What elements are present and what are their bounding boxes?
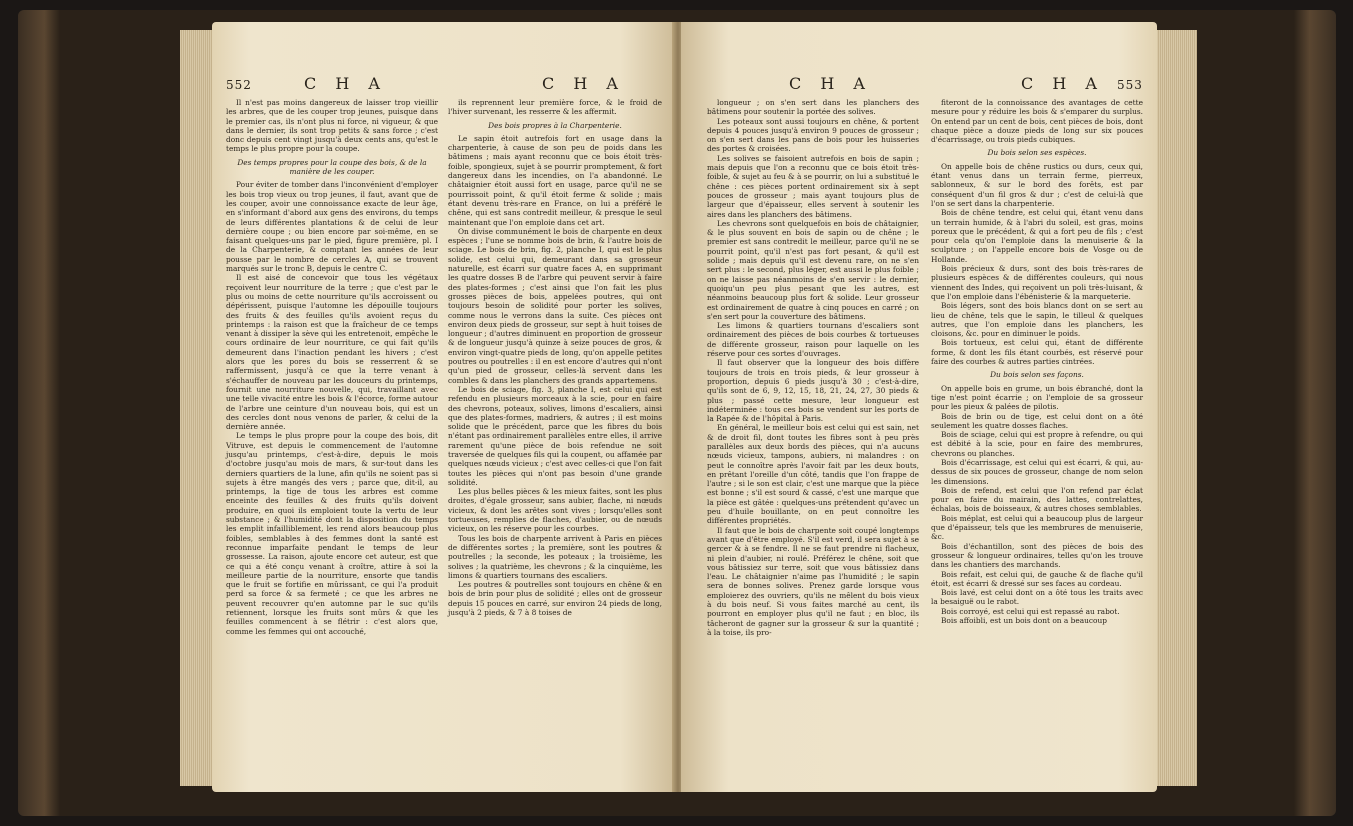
paragraph: ils reprennent leur première force, & le froid de l'hiver survenant, les resserre & les affermit. <box>448 98 662 117</box>
left-page-column-1 <box>226 98 438 636</box>
paragraph: Le bois de sciage, fig. 3, planche I, est celui qui est refendu en plusieurs morceaux à la scie, pour en faire des chevrons, poteaux, solives, limons d'escaliers, ainsi que des plates-formes, madriers, & autres ; il est moins solide que le précédent, parce que les fibres du bois n'étant pas ordinairement parallèles entre elles, il arrive rarement qu'une pièce de bois refendue ne soit traversée de quelques fils qui la coupent, ou affamée par quelques nœuds vicieux ; c'est avec celles-ci que l'on fait toutes les pièces qui n'ont pas besoin d'une grande solidité. <box>448 384 662 487</box>
paragraph: Les chevrons sont quelquefois en bois de châtaignier, & le plus souvent en bois de sapin ou de chêne ; le premier est sans contredit le meilleur, parce qu'il ne se pourrit point, qu'il n'est pas fort pesant, & qu'il est solide ; mais depuis qu'il est devenu rare, on ne s'en sert plus : le second, plus léger, est aussi le plus foible ; on ne laisse pas néanmoins de s'en servir : le dernier, quoiqu'un peu plus pesant que les autres, est néanmoins beaucoup plus fort & solide. Leur grosseur est ordinairement de quatre à cinq pouces en carré ; on s'en sert pour la couverture des bâtimens. <box>707 218 919 321</box>
section-heading: Du bois selon ses façons. <box>990 370 1084 380</box>
left-page <box>212 22 676 792</box>
paragraph: Bois d'échantillon, sont des pièces de bois des grosseur & longueur ordinaires, telles qu'on les trouve dans les chantiers des marchands. <box>931 541 1143 570</box>
paragraph: Les solives se faisoient autrefois en bois de sapin ; mais depuis que l'on a reconnu que ce bois étoit très-foible, & sujet au feu & à se pourrir, on lui a substitué le chêne : ces pièces portent ordinairement six à sept pouces de grosseur ; mais ayant toujours plus de largeur que d'épaisseur, elles servent à soutenir les aires dans les planchers des bâtimens. <box>707 153 919 219</box>
paragraph: On appelle bois en grume, un bois ébranché, dont la tige n'est point écarrie ; on l'emploie de sa grosseur pour les pieux & palées de pilotis. <box>931 383 1143 412</box>
running-head-left-col1: C H A <box>304 74 387 93</box>
section-heading: Des bois propres à la Charpenterie. <box>488 120 622 130</box>
paragraph: Bois de chêne tendre, est celui qui, étant venu dans un terrain humide, & à l'abri du soleil, est gras, moins poreux que le précédent, & qui a fort peu de fils ; c'est pour cela qu'on l'emploie dans la menuiserie & la sculpture ; on l'appelle encore bois de Vosge ou de Hollande. <box>931 208 1143 264</box>
paragraph: fiteront de la connoissance des avantages de cette mesure pour y réduire les bois & s'emparer du surplus. On entend par un cent de bois, cent pièces de bois, dont chaque pièce a douze pieds de long sur six pouces d'écarrissage, ou trois pieds cubiques. <box>931 98 1143 145</box>
paragraph: Le temps le plus propre pour la coupe des bois, dit Vitruve, est depuis le commencement de l'automne jusqu'au printemps, c'est-à-dire, depuis le mois d'octobre jusqu'au mois de mars, & sur-tout dans les derniers quartiers de la lune, afin qu'ils ne soient pas si sujets à être mangés des vers ; parce que, dit-il, au printemps, la tige de tous les arbres est comme enceinte des feuilles & des fruits qu'ils doivent produire, en quoi ils emploient toute la vertu de leur substance ; & l'humidité dont la disposition du temps les emplit infailliblement, les rend alors beaucoup plus foibles, semblables à des femmes dont la santé est reconnue imparfaite pendant le temps de leur grossesse. La raison, ajoute encore cet auteur, est que ce qui a été conçu venant à croître, attire à soi la meilleure partie de la nourriture, ensorte que tandis que le fruit se fortifie en mûrissant, ce qui l'a produit perd sa force & sa fermeté ; ce que les arbres ne peuvent recouvrer qu'en automne par le suc qu'ils retiennent, lorsque les fruits sont mûrs & que les feuilles commencent à se flétrir : c'est alors que, comme les femmes qui ont accouché, <box>226 431 438 636</box>
paragraph: Tous les bois de charpente arrivent à Paris en pièces de différentes sortes ; la première, sont les poutres & poutrelles ; la seconde, les poteaux ; la troisième, les solives ; la quatrième, les chevrons ; & la cinquième, les limons & quartiers tournans des escaliers. <box>448 533 662 580</box>
paragraph: Bois de refend, est celui que l'on refend par éclat pour en faire du mairain, des lattes, contrelattes, échalas, bois de boisseaux, & autres choses semblables. <box>931 485 1143 514</box>
paragraph: En général, le meilleur bois est celui qui est sain, net & de droit fil, dont toutes les fibres sont à peu près parallèles aux deux bords des pièces, qui n'a aucuns nœuds vicieux, tampons, aubiers, ni malandres : on peut le connoître après l'avoir fait par les deux bouts, en prêtant l'oreille d'un côté, tandis que l'on frappe de l'autre ; si le son est clair, c'est une marque que la pièce est bonne ; s'il est sourd & cassé, c'est une marque que la pièce est gâtée : quelques-uns prétendent qu'avec un peu d'huile bouillante, on en peut connoître les différentes propriétés. <box>707 423 919 526</box>
paragraph: Bois méplat, est celui qui a beaucoup plus de largeur que d'épaisseur, tels que les membrures de menuiserie, &c. <box>931 513 1143 542</box>
right-page-edges <box>1157 30 1197 786</box>
paragraph: Bois corroyé, est celui qui est repassé au rabot. <box>941 606 1120 616</box>
paragraph: Le sapin étoit autrefois fort en usage dans la charpenterie, à cause de son peu de poids dans les bâtimens ; mais ayant reconnu que ce bois étoit très-foible, spongieux, sujet à se pourrir promptement, & fort dangereux dans les incendies, on l'a abandonné. Le châtaignier étoit aussi fort en usage, parce qu'il ne se pourrissoit point, & qu'il étoit ferme & solide ; mais étant devenu très-rare en France, on lui a préféré le chêne, qui est sans contredit meilleur, & presque le seul maintenant que l'on emploie dans cet art. <box>448 133 662 227</box>
paragraph: Bois d'écarrissage, est celui qui est écarri, & qui, au-dessus de six pouces de grosseur, change de nom selon les dimensions. <box>931 457 1143 486</box>
section-heading: Des temps propres pour la coupe des bois, & de la manière de les couper. <box>237 157 427 177</box>
paragraph: Bois lavé, est celui dont on a ôté tous les traits avec la besaiguë ou le rabot. <box>931 588 1143 607</box>
running-head-left-col2: C H A <box>542 74 625 93</box>
paragraph: Pour éviter de tomber dans l'inconvénient d'employer les bois trop vieux ou trop jeunes, il faut, avant que de les couper, avoir une connoissance exacte de leur âge, en s'informant d'abord aux gens des environs, du temps de leurs différentes plantations & de celui de leur dernière coupe ; ou bien encore par soi-même, en se faisant quelques-uns par le pied, figure première, pl. I de la Charpenterie, & comptant les années de leur pousse par le nombre de cercles A, qui se trouvent marqués sur le tronc B, depuis le centre C. <box>226 180 438 274</box>
paragraph: Bois refait, est celui qui, de gauche & de flache qu'il étoit, est écarri & dressé sur ses faces au cordeau. <box>931 569 1143 588</box>
paragraph: Bois tortueux, est celui qui, étant de différente forme, & dont les fils étant courbés, est réservé pour faire des courbes & autres parties cintrées. <box>931 338 1143 367</box>
paragraph: On appelle bois de chêne rustics ou durs, ceux qui, étant venus dans un terrain ferme, pierreux, sablonneux, & sur le bord des forêts, est par conséquent d'un fil gros & dur ; c'est de celui-là que l'on se sert dans la charpenterie. <box>931 161 1143 208</box>
paragraph: Il n'est pas moins dangereux de laisser trop vieillir les arbres, que de les couper trop jeunes, puisque dans le premier cas, ils n'ont plus ni force, ni vigueur, & que dans le dernier, ils sont trop petits & sans force ; c'est donc depuis cent vingt jusqu'à deux cents ans, qu'est le temps le plus propre pour la coupe. <box>226 98 438 154</box>
paragraph: Bois légers, sont des bois blancs dont on se sert au lieu de chêne, tels que le sapin, le tilleul & quelques autres, que l'on emploie dans les planchers, les cloisons, &c. pour en diminuer le poids. <box>931 301 1143 339</box>
section-heading: Du bois selon ses espèces. <box>987 148 1087 158</box>
paragraph: longueur ; on s'en sert dans les planchers des bâtimens pour soutenir la portée des solives. <box>707 98 919 117</box>
paragraph: Bois précieux & durs, sont des bois très-rares de plusieurs espèces & de différentes couleurs, qui nous viennent des Indes, qui reçoivent un poli très-luisant, & que l'on emploie dans l'ébénisterie & la marqueterie. <box>931 264 1143 301</box>
paragraph: Les poteaux sont aussi toujours en chêne, & portent depuis 4 pouces jusqu'à environ 9 pouces de grosseur ; on s'en sert dans les pans de bois pour les huisseries des portes & croisées. <box>707 116 919 154</box>
paragraph: Bois affoibli, est un bois dont on a beaucoup <box>941 616 1107 626</box>
paragraph: On divise communément le bois de charpente en deux espèces ; l'une se nomme bois de brin, & l'autre bois de sciage. Le bois de brin, fig. 2, planche I, qui est le plus solide, est celui qui, demeurant dans sa grosseur naturelle, est écarri sur quatre faces A, en supprimant les quatre dosses B de l'arbre qui peuvent servir à faire des plates-formes ; c'est ainsi que l'on fait les plus grosses pièces de bois, appelées poutres, qui ont toujours besoin de solidité pour porter les solives, comme nous le verrons dans la suite. Ces pièces ont environ deux pieds de grosseur, sur sept à huit toises de longueur ; d'autres diminuent en proportion de grosseur & de longueur jusqu'à quinze à seize pouces de gros, & environ vingt-quatre pieds de long, qu'on appelle petites poutres ou poutrelles : il en est encore d'autres qui n'ont qu'un pied de grosseur, celles-là servent dans les combles & dans les planchers des grands appartemens. <box>448 226 662 385</box>
paragraph: Les plus belles pièces & les mieux faites, sont les plus droites, d'égale grosseur, sans aubier, flache, ni nœuds vicieux, & dont les arêtes sont vives ; lorsqu'elles sont tortueuses, remplies de flaches, d'aubier, ou de nœuds vicieux, on les réserve pour les courbes. <box>448 487 662 534</box>
left-page-edges <box>180 30 212 786</box>
right-page-column-1 <box>707 98 919 637</box>
paragraph: Il est aisé de concevoir que tous les végétaux reçoivent leur nourriture de la terre ; que c'est par le plus ou moins de cette nourriture qu'ils accroissent ou dépérissent, puisque l'automne les dépouille toujours des fruits & des feuilles qu'ils avoient reçus du printemps : la raison est que la fraîcheur de ce temps venant à dissiper la sève qui les entretenoit, empêche le cours ordinaire de leur nourriture, ce qui fait qu'ils demeurent dans l'inaction pendant les hivers ; c'est alors que les pores du bois se resserrent & se raffermissent, jusqu'à ce que la terre venant à s'échauffer de nouveau par les douceurs du printemps, fournit une nourriture nouvelle, qui, travaillant avec une telle vivacité entre les bois & l'écorce, forme autour de l'arbre une ceinture d'un nouveau bois, qui est un des cercles dont nous venons de parler, & celui de la dernière année. <box>226 273 438 432</box>
paragraph: Bois de brin ou de tige, est celui dont on a ôté seulement les quatre dosses flaches. <box>931 411 1143 430</box>
left-page-column-2 <box>448 98 662 617</box>
paragraph: Il faut que le bois de charpente soit coupé longtemps avant que d'être employé. S'il est verd, il sera sujet à se gercer & à se fendre. Il ne se faut prendre ni flacheux, ni plein d'aubier, ni roulé. Préférez le chêne, soit que vous bâtissiez sur terre, soit que vous bâtissiez dans l'eau. Le châtaignier n'aime pas l'humidité ; le sapin sera de bonnes solives. Prenez garde lorsque vous emploierez des ouvriers, qu'ils ne mêlent du bois vieux à du bois neuf. Si vous faites marché au cent, ils pourront en employer plus qu'il ne faut ; en bloc, ils tâcheront de gagner sur la grosseur & sur la quantité ; à la toise, ils pro- <box>707 525 919 637</box>
paragraph: Les limons & quartiers tournans d'escaliers sont ordinairement des pièces de bois courbes & tortueuses de différente grosseur, raison pour laquelle on les réserve pour ces sortes d'ouvrages. <box>707 321 919 359</box>
right-page-column-2 <box>931 98 1143 625</box>
right-page <box>681 22 1157 792</box>
paragraph: Les poutres & poutrelles sont toujours en chêne & en bois de brin pour plus de solidité ; elles ont de grosseur depuis 15 pouces en carré, sur environ 24 pieds de long, jusqu'à 2 pieds, & 7 à 8 toises de <box>448 580 662 618</box>
paragraph: Bois de sciage, celui qui est propre à refendre, ou qui est débité à la scie, pour en faire des membrures, chevrons ou planches. <box>931 430 1143 458</box>
paragraph: Il faut observer que la longueur des bois diffère toujours de trois en trois pieds, & leur grosseur à proportion, depuis 6 pieds jusqu'à 30 ; c'est-à-dire, qu'ils sont de 6, 9, 12, 15, 18, 21, 24, 27, 30 pieds & plus ; passé cette mesure, leur longueur est indéterminée : tous ces bois se vendent sur les ports de la Rapée & de l'hôpital à Paris. <box>707 358 919 424</box>
page-number-left: 552 <box>226 78 252 92</box>
page-number-right: 553 <box>1117 78 1143 92</box>
running-head-right-col2: C H A <box>1021 74 1104 93</box>
running-head-right-col1: C H A <box>789 74 872 93</box>
